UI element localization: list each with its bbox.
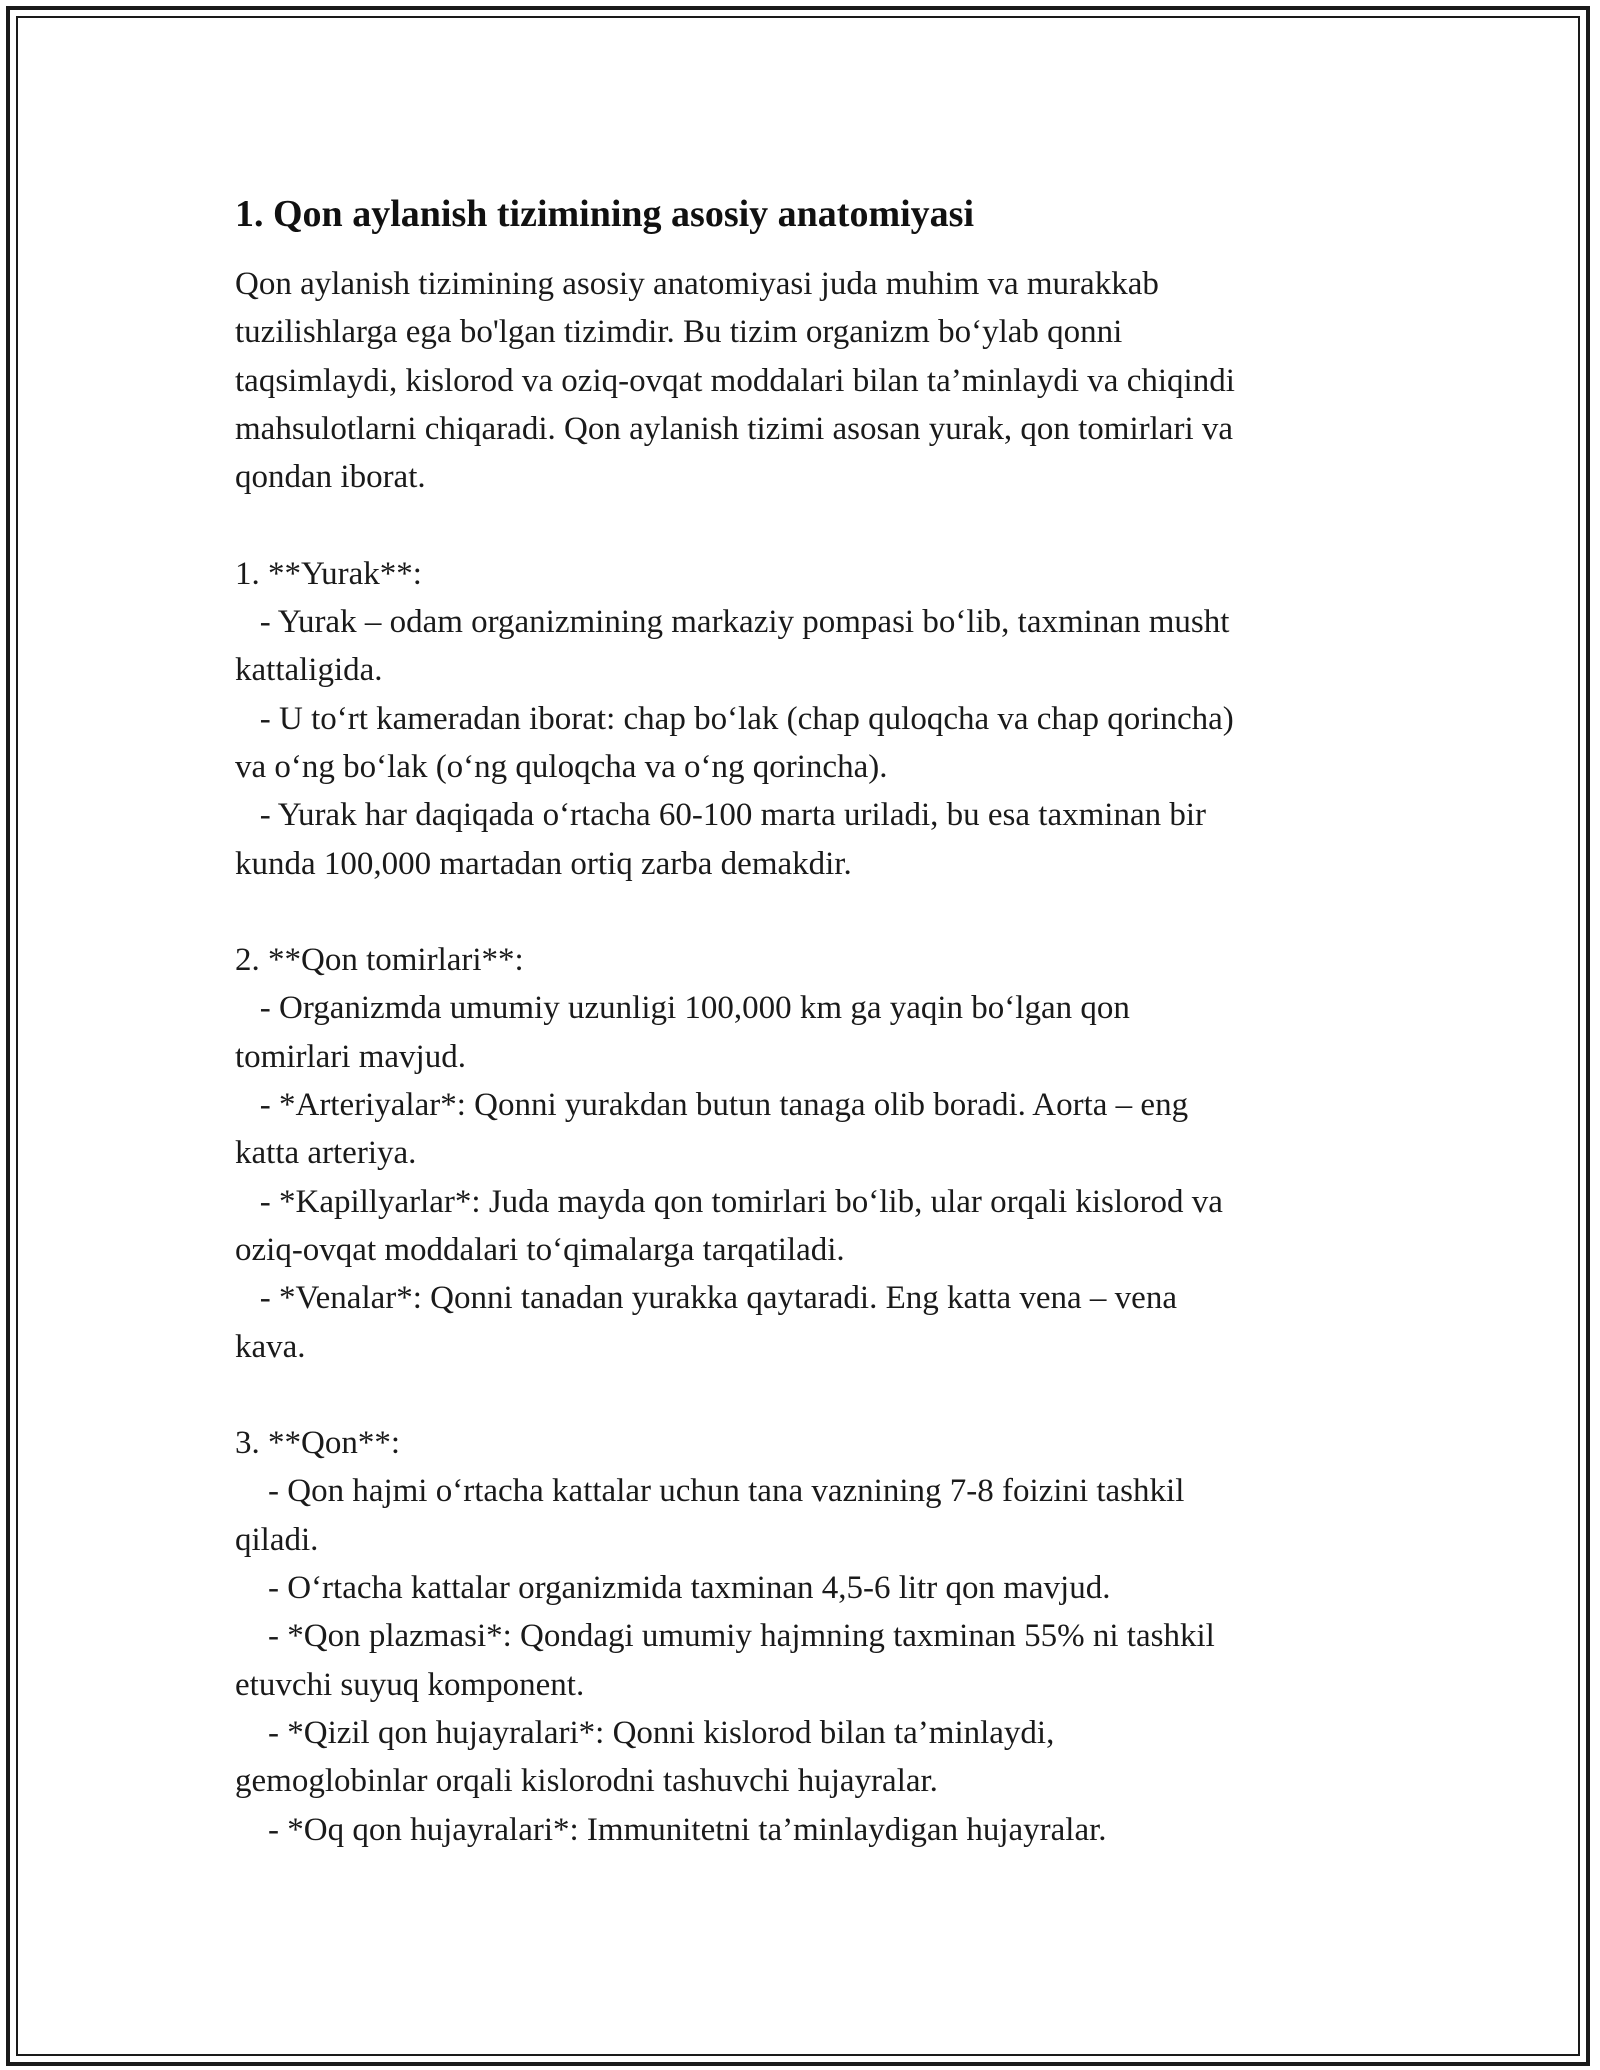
blank-line	[235, 888, 1365, 936]
text-line: 2. **Qon tomirlari**:	[235, 942, 524, 979]
text-line: 3. **Qon**:	[235, 1425, 400, 1462]
text-line: - *Oq qon hujayralari*: Immunitetni ta’minlaydigan hujayralar.	[235, 1811, 1107, 1848]
blank-line	[235, 1371, 1365, 1419]
text-line: qondan iborat.	[235, 459, 426, 496]
document-body	[235, 188, 1365, 1854]
text-line: mahsulotlarni chiqaradi. Qon aylanish tizimi asosan yurak, qon tomirlari va	[235, 410, 1234, 447]
text-line: - Yurak har daqiqada o‘rtacha 60-100 marta uriladi, bu esa taxminan bir	[235, 797, 1207, 834]
text-line: taqsimlaydi, kislorod va oziq-ovqat moddalari bilan ta’minlaydi va chiqindi	[235, 362, 1235, 399]
text-line: kattaligida.	[235, 652, 383, 689]
text-line: - O‘rtacha kattalar organizmida taxminan 4,5-6 litr qon mavjud.	[235, 1570, 1111, 1607]
text-line: etuvchi suyuq komponent.	[235, 1666, 585, 1703]
text-line: - *Qon plazmasi*: Qondagi umumiy hajmning taxminan 55% ni tashkil	[235, 1618, 1215, 1655]
text-line: kunda 100,000 martadan ortiq zarba demakdir.	[235, 845, 852, 882]
text-line: qiladi.	[235, 1521, 319, 1558]
text-line: - Yurak – odam organizmining markaziy pompasi bo‘lib, taxminan musht	[235, 604, 1230, 641]
blank-line	[235, 501, 1365, 549]
text-line: katta arteriya.	[235, 1135, 417, 1172]
text-line: va o‘ng bo‘lak (o‘ng quloqcha va o‘ng qorincha).	[235, 748, 888, 785]
text-line: tomirlari mavjud.	[235, 1038, 466, 1075]
text-line: Qon aylanish tizimining asosiy anatomiyasi juda muhim va murakkab	[235, 266, 1159, 302]
text-line: - *Venalar*: Qonni tanadan yurakka qaytaradi. Eng katta vena – vena	[235, 1280, 1177, 1317]
text-line: kava.	[235, 1328, 306, 1365]
section-heading: 1. Qon aylanish tizimining asosiy anatomiyasi	[235, 193, 975, 235]
text-line: oziq-ovqat moddalari to‘qimalarga tarqatiladi.	[235, 1231, 845, 1268]
text-line: tuzilishlarga ega bo'lgan tizimdir. Bu tizim organizm bo‘ylab qonni	[235, 314, 1123, 351]
text-line: - Organizmda umumiy uzunligi 100,000 km ga yaqin bo‘lgan qon	[235, 990, 1130, 1027]
text-line: - Qon hajmi o‘rtacha kattalar uchun tana vaznining 7-8 foizini tashkil	[235, 1473, 1185, 1510]
text-line: - U to‘rt kameradan iborat: chap bo‘lak (chap quloqcha va chap qorincha)	[235, 700, 1234, 737]
text-line: gemoglobinlar orqali kislorodni tashuvchi hujayralar.	[235, 1763, 938, 1800]
text-line: 1. **Yurak**:	[235, 555, 422, 592]
text-line: - *Kapillyarlar*: Juda mayda qon tomirlari bo‘lib, ular orqali kislorod va	[235, 1183, 1223, 1220]
text-line: - *Arteriyalar*: Qonni yurakdan butun tanaga olib boradi. Aorta – eng	[235, 1087, 1189, 1124]
text-line: - *Qizil qon hujayralari*: Qonni kislorod bilan ta’minlaydi,	[235, 1714, 1055, 1751]
paragraph-block	[235, 260, 1365, 1854]
